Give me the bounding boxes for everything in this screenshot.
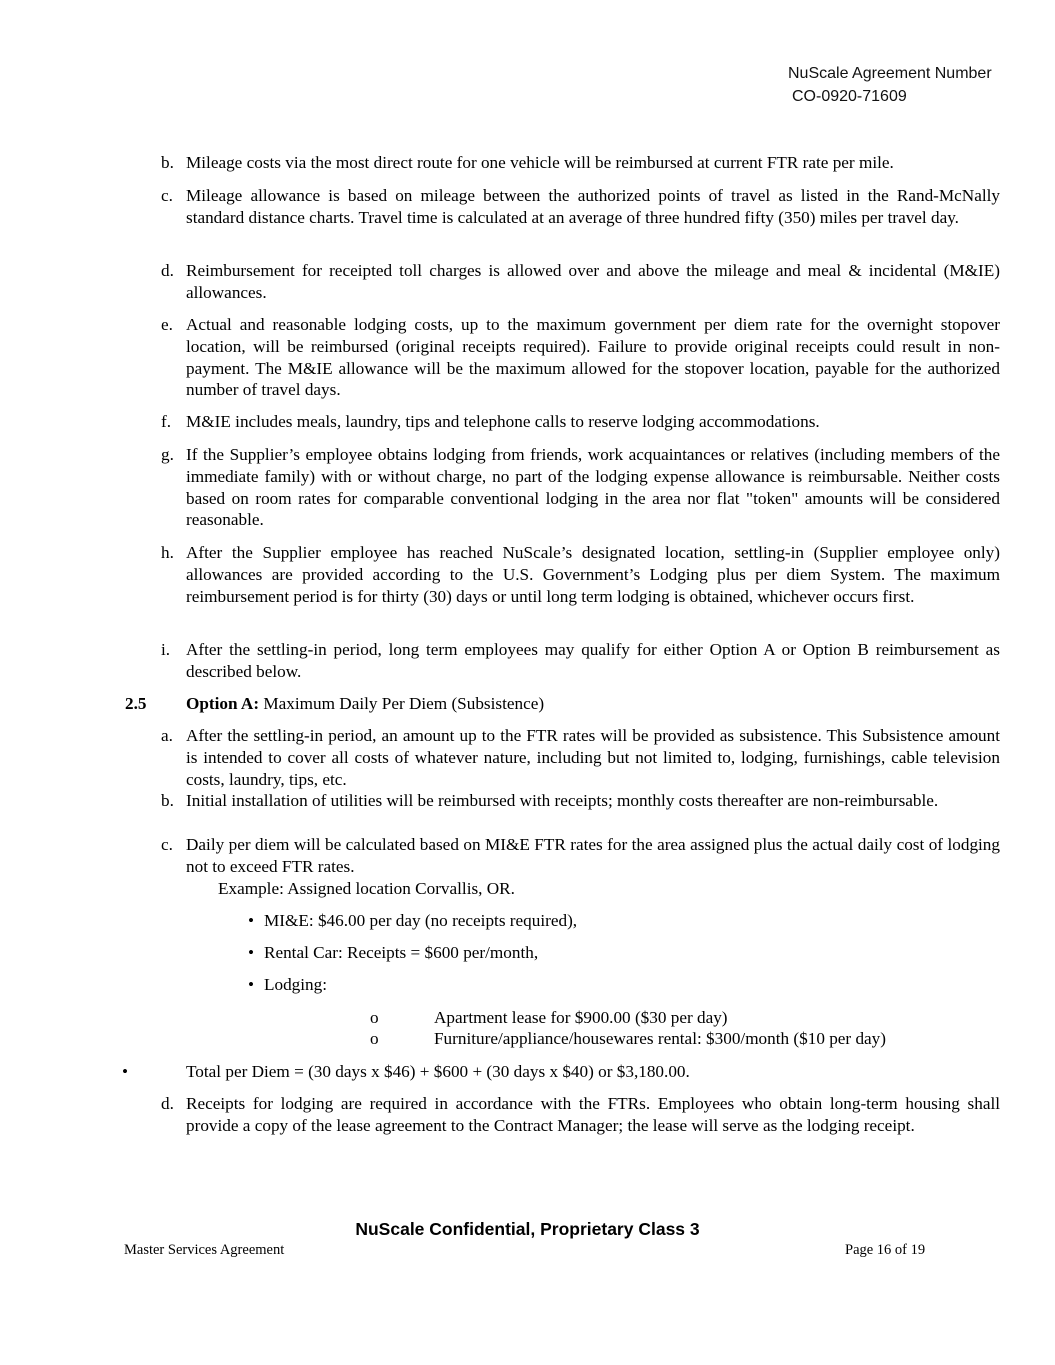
list-marker: b. [161, 153, 174, 172]
list-item-text: Reimbursement for receipted toll charges is allowed over and above the mileage and meal & incidental (M&IE) allowances. [186, 261, 1000, 302]
example-line: Example: Assigned location Corvallis, OR. [218, 879, 515, 898]
bullet-dot: • [248, 975, 255, 994]
bullet-dot: • [248, 943, 255, 962]
list-item-text: Receipts for lodging are required in accordance with the FTRs. Employees who obtain long-term housing shall provide a copy of the lease agreement to the Contract Manager; the lease will serve as the lodging receipt. [186, 1094, 1000, 1135]
list-item-i [161, 639, 1000, 683]
list-item-text: After the Supplier employee has reached NuScale’s designated location, settling-in (Supplier employee only) allowances are provided according to the U.S. Government’s Lodging plus per diem System. The maximum reimbursement period is for thirty (30) days or until long term lodging is obtained, whichever occurs first. [186, 543, 1000, 606]
agreement-number: CO-0920-71609 [792, 88, 907, 105]
bullet-text: MI&E: $46.00 per day (no receipts required), [264, 911, 578, 930]
list-item-text: Daily per diem will be calculated based on MI&E FTR rates for the area assigned plus the actual daily cost of lodging not to exceed FTR rates. [186, 835, 1000, 876]
list-marker: c. [161, 186, 173, 205]
bullet-text: Lodging: [264, 975, 328, 994]
bullet-text: Rental Car: Receipts = $600 per/month, [264, 943, 539, 962]
section-title-rest: Maximum Daily Per Diem (Subsistence) [259, 694, 545, 713]
option-a-item-b [161, 790, 1000, 812]
sub-bullet-item [370, 1007, 728, 1029]
sub-bullet-marker: o [370, 1008, 379, 1027]
list-item-text: After the settling-in period, an amount up to the FTR rates will be provided as subsistence. This Subsistence amount is intended to cover all costs of whatever nature, including but not limited to, lodging, furnishings, cable television costs, laundry, tips, etc. [186, 726, 1000, 789]
bullet-item [248, 910, 577, 932]
list-item-text: If the Supplier’s employee obtains lodging from friends, work acquaintances or relatives (including members of the immediate family) with or without charge, no part of the lodging expense allowance is reimbursable. Neither costs based on room rates for comparable conventional lodging in the area nor flat "token" amounts will be considered reasonable. [186, 445, 1000, 530]
bullet-item [248, 942, 538, 964]
list-item-text: Actual and reasonable lodging costs, up to the maximum government per diem rate for the overnight stopover location, will be reimbursed (original receipts required). Failure to provide original receipts could result in non-payment. The M&IE allowance will be the maximum allowed for the stopover location, payable for the authorized number of travel days. [186, 315, 1000, 400]
list-marker: e. [161, 315, 173, 334]
option-a-item-c [161, 834, 1000, 878]
list-item-text: After the settling-in period, long term employees may qualify for either Option A or Option B reimbursement as described below. [186, 640, 1000, 681]
section-title-bold: Option A: [186, 694, 260, 713]
list-item-e [161, 314, 1000, 401]
confidential-footer: NuScale Confidential, Proprietary Class 3 [355, 1219, 700, 1239]
list-marker: h. [161, 543, 174, 562]
list-item-h [161, 542, 1000, 607]
list-item-c [161, 185, 1000, 229]
total-per-diem-line [122, 1061, 690, 1083]
list-marker: a. [161, 726, 173, 745]
section-title [186, 693, 544, 715]
list-item-text: M&IE includes meals, laundry, tips and telephone calls to reserve lodging accommodations. [186, 412, 820, 431]
list-item-text: Mileage costs via the most direct route for one vehicle will be reimbursed at current FTR rate per mile. [186, 153, 894, 172]
total-text: Total per Diem = (30 days x $46) + $600 + (30 days x $40) or $3,180.00. [186, 1062, 690, 1081]
sub-bullet-text: Apartment lease for $900.00 ($30 per day) [434, 1008, 728, 1027]
list-item-text: Initial installation of utilities will be reimbursed with receipts; monthly costs thereafter are non-reimbursable. [186, 791, 939, 810]
list-item-b [161, 152, 1000, 174]
list-item-d [161, 260, 1000, 304]
list-marker: d. [161, 1094, 174, 1113]
sub-bullet-text: Furniture/appliance/housewares rental: $300/month ($10 per day) [434, 1029, 886, 1048]
list-marker: g. [161, 445, 174, 464]
list-marker: d. [161, 261, 174, 280]
option-a-item-a [161, 725, 1000, 790]
total-bullet: • [122, 1062, 129, 1081]
list-marker: c. [161, 835, 173, 854]
bullet-dot: • [248, 911, 255, 930]
list-item-f [161, 411, 1000, 433]
agreement-number-header [788, 62, 992, 108]
section-number: 2.5 [125, 694, 147, 713]
sub-bullet-marker: o [370, 1029, 379, 1048]
page-number-footer: Page 16 of 19 [845, 1242, 926, 1258]
list-marker: f. [161, 412, 172, 431]
agreement-label: NuScale Agreement Number [788, 65, 992, 82]
bullet-item [248, 974, 327, 996]
list-item-g [161, 444, 1000, 531]
list-marker: i. [161, 640, 171, 659]
list-marker: b. [161, 791, 174, 810]
sub-bullet-item [370, 1028, 886, 1050]
option-a-item-d [161, 1093, 1000, 1137]
list-item-text: Mileage allowance is based on mileage between the authorized points of travel as listed in the Rand-McNally standard distance charts. Travel time is calculated at an average of three hundred fifty (350) miles per travel day. [186, 186, 1000, 227]
document-name-footer: Master Services Agreement [124, 1242, 285, 1258]
